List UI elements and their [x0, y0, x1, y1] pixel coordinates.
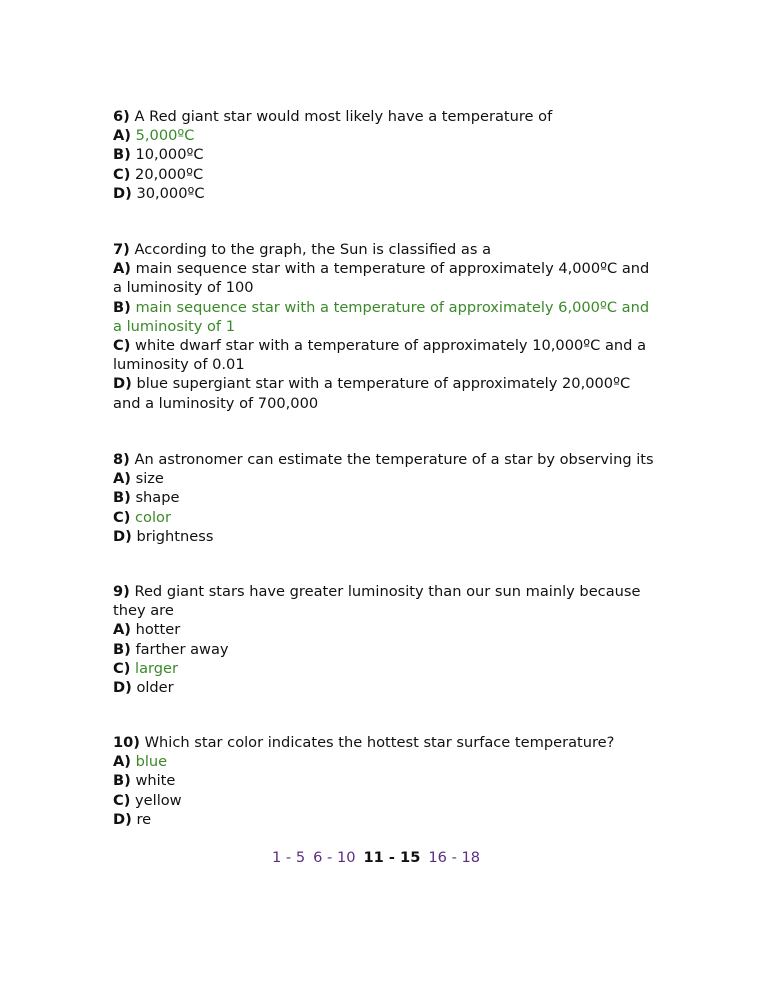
question-text: Which star color indicates the hottest star surface temperature?	[144, 734, 615, 751]
option-text: farther away	[135, 640, 229, 658]
option-text: shape	[135, 489, 180, 507]
question-number: 8)	[113, 451, 130, 468]
option-letter: B)	[113, 298, 131, 316]
option-a-continued: a luminosity of 100	[113, 279, 254, 297]
option-a	[113, 469, 654, 488]
page-link-6-10[interactable]: 6 - 10	[313, 849, 356, 866]
page-link-1-5[interactable]: 1 - 5	[272, 849, 306, 866]
option-text: yellow	[135, 791, 182, 809]
option-letter: D)	[113, 679, 132, 697]
option-text: main sequence star with a temperature of approximately 6,000ºC and	[135, 298, 650, 316]
question-text: According to the graph, the Sun is classified as a	[134, 241, 492, 258]
question-text: An astronomer can estimate the temperature of a star by observing its	[134, 451, 654, 468]
question-number: 9)	[113, 583, 130, 600]
option-text: 30,000ºC	[136, 184, 205, 202]
option-letter: A)	[113, 753, 131, 771]
option-letter: A)	[113, 260, 131, 278]
option-b-continued: a luminosity of 1	[113, 317, 235, 335]
option-d	[113, 810, 614, 829]
page-navigation	[272, 848, 480, 867]
option-letter: B)	[113, 146, 131, 164]
option-letter: D)	[113, 527, 132, 545]
option-letter: C)	[113, 508, 131, 526]
question-prompt	[113, 582, 640, 601]
option-d-continued: and a luminosity of 700,000	[113, 394, 319, 412]
option-letter: A)	[113, 470, 131, 488]
option-c	[113, 659, 640, 678]
option-letter: A)	[113, 621, 131, 639]
option-c	[113, 165, 552, 184]
question-prompt	[113, 107, 552, 126]
question-number: 10)	[113, 734, 140, 751]
option-letter: B)	[113, 489, 131, 507]
option-c	[113, 508, 654, 527]
question-7	[113, 240, 649, 413]
option-letter: B)	[113, 772, 131, 790]
option-letter: C)	[113, 165, 131, 183]
option-letter: D)	[113, 810, 132, 828]
option-letter: C)	[113, 791, 131, 809]
option-text: brightness	[136, 527, 214, 545]
option-letter: D)	[113, 184, 132, 202]
option-a	[113, 620, 640, 639]
option-letter: C)	[113, 337, 131, 355]
option-b	[113, 298, 649, 317]
question-text: A Red giant star would most likely have a temperature of	[134, 108, 553, 125]
option-letter: B)	[113, 640, 131, 658]
option-d	[113, 184, 552, 203]
option-a	[113, 259, 649, 278]
option-b	[113, 145, 552, 164]
option-a	[113, 752, 614, 771]
question-text: Red giant stars have greater luminosity than our sun mainly because	[134, 583, 641, 600]
question-number: 7)	[113, 241, 130, 258]
option-text: color	[135, 508, 171, 526]
option-d	[113, 374, 649, 393]
option-c	[113, 336, 649, 355]
question-prompt	[113, 733, 614, 752]
option-letter: C)	[113, 659, 131, 677]
option-letter: A)	[113, 127, 131, 145]
question-prompt	[113, 240, 649, 259]
option-text: re	[136, 810, 152, 828]
question-10	[113, 733, 614, 829]
option-text: blue	[135, 753, 168, 771]
question-9	[113, 582, 640, 697]
option-b	[113, 488, 654, 507]
option-text: 5,000ºC	[135, 127, 195, 145]
option-text: white	[135, 772, 176, 790]
option-b	[113, 771, 614, 790]
option-letter: D)	[113, 375, 132, 393]
question-6	[113, 107, 552, 203]
option-text: 10,000ºC	[135, 146, 204, 164]
option-text: hotter	[135, 621, 181, 639]
option-c-continued: luminosity of 0.01	[113, 356, 245, 374]
page-link-16-18[interactable]: 16 - 18	[428, 849, 481, 866]
option-b	[113, 640, 640, 659]
question-8	[113, 450, 654, 546]
question-number: 6)	[113, 108, 130, 125]
option-text: blue supergiant star with a temperature of approximately 20,000ºC	[136, 375, 631, 393]
option-text: size	[135, 470, 164, 488]
option-text: older	[136, 679, 174, 697]
option-d	[113, 678, 640, 697]
option-d	[113, 527, 654, 546]
option-text: white dwarf star with a temperature of approximately 10,000ºC and a	[135, 337, 647, 355]
option-text: larger	[135, 659, 179, 677]
option-text: main sequence star with a temperature of approximately 4,000ºC and	[135, 260, 650, 278]
question-prompt	[113, 450, 654, 469]
question-prompt-continued: they are	[113, 602, 174, 620]
option-a	[113, 126, 552, 145]
option-c	[113, 791, 614, 810]
page-current-11-15: 11 - 15	[363, 849, 421, 866]
option-text: 20,000ºC	[135, 165, 204, 183]
